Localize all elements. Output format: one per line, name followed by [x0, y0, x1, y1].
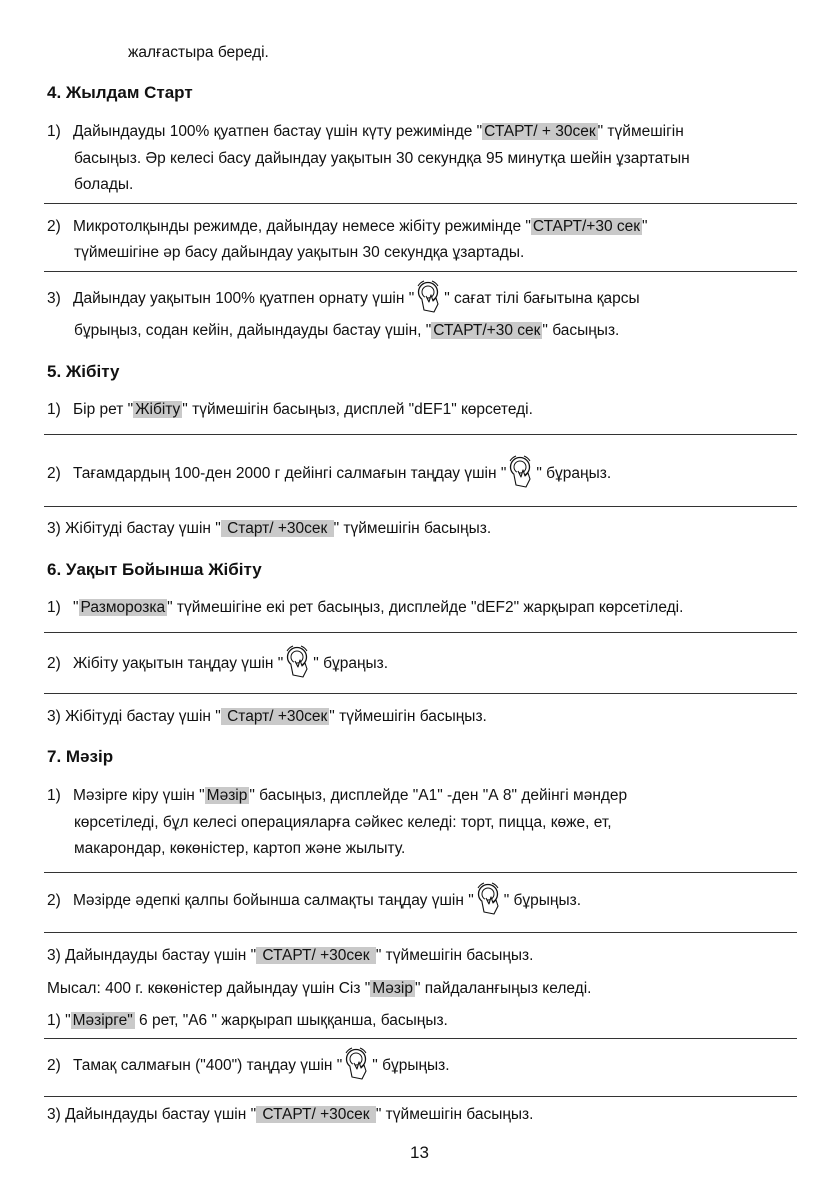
s7-example-step1: 1) " Мәзірге" 6 рет, "А6 " жарқырап шыққанша, басыңыз. [47, 1012, 448, 1029]
section-6-heading: 6. Уақыт Бойынша Жібіту [47, 560, 262, 579]
s7-item2: 2) Мәзірде әдепкі қалпы бойынша салмақты таңдау үшін " " бұрыңыз. [47, 892, 581, 910]
menu-button-label: Мәзірге" [72, 1012, 133, 1029]
s7-example-step2: 2) Тамақ салмағын ("400") таңдау үшін " " бұрыңыз. [47, 1057, 450, 1075]
defrost-button-label: Разморозка [80, 599, 166, 616]
start-button-label: Старт/ +30сек [222, 520, 332, 537]
start-button-label: СТАРТ/ +30сек [258, 947, 374, 964]
start-button-label: СТАРТ/+30 сек [433, 322, 541, 339]
divider [44, 932, 797, 933]
divider [44, 693, 797, 694]
section-5-heading: 5. Жібіту [47, 362, 120, 381]
s7-item1-line2: көрсетіледі, бұл келесі операцияларға сәйкес келеді: торт, пицца, көже, ет, [74, 814, 612, 831]
rotary-knob-hand-icon [506, 455, 536, 489]
s5-item1: 1) Бір рет " Жібіту " түймешігін басыңыз, дисплей "dEF1" көрсетеді. [47, 401, 533, 418]
divider [44, 506, 797, 507]
defrost-button-label: Жібіту [135, 401, 181, 418]
divider [44, 271, 797, 272]
s6-item2: 2) Жібіту уақытын таңдау үшін " " бұраңыз. [47, 655, 388, 673]
s4-item2-line2: түймешігіне әр басу дайындау уақытын 30 секундқа ұзартады. [74, 244, 525, 261]
s5-item3: 3) Жібітуді бастау үшін " Старт/ +30сек " түймешігін басыңыз. [47, 520, 492, 537]
s4-item3-line2: бұрыңыз, содан кейін, дайындауды бастау үшін, " СТАРТ/+30 сек " басыңыз. [74, 322, 620, 339]
start-button-label: СТАРТ/+30 сек [532, 218, 641, 235]
divider [44, 434, 797, 435]
s4-item3-line1: 3) Дайындау уақытын 100% қуатпен орнату үшін " " сағат тілі бағытына қарсы [47, 290, 640, 308]
item-number: 1) [47, 123, 61, 140]
s4-item2-line1: 2) Микротолқынды режимде, дайындау немесе жібіту режимінде " СТАРТ/+30 сек " [47, 218, 648, 235]
divider [44, 1038, 797, 1039]
s6-item1: 1) " Разморозка " түймешігіне екі рет басыңыз, дисплейде "dEF2" жарқырап көрсетіледі. [47, 599, 684, 616]
s4-item1-line1: 1) Дайындауды 100% қуатпен бастау үшін күту режимінде " СТАРТ/ + 30сек " түймешігін [47, 123, 684, 140]
start-button-label: СТАРТ/ + 30сек [484, 123, 596, 140]
intro-continuation: жалғастыра береді. [128, 44, 269, 61]
rotary-knob-hand-icon [414, 280, 444, 314]
s6-item3: 3) Жібітуді бастау үшін " Старт/ +30сек " түймешігін басыңыз. [47, 708, 487, 725]
menu-button-label: Мәзір [372, 980, 413, 997]
s7-item3: 3) Дайындауды бастау үшін " СТАРТ/ +30сек " түймешігін басыңыз. [47, 947, 534, 964]
divider [44, 632, 797, 633]
rotary-knob-hand-icon [474, 882, 504, 916]
s7-example-step3: 3) Дайындауды бастау үшін " СТАРТ/ +30сек " түймешігін басыңыз. [47, 1106, 534, 1123]
page-number: 13 [410, 1143, 429, 1162]
rotary-knob-hand-icon [342, 1047, 372, 1081]
s7-item1-line3: макарондар, көкөністер, картоп және жылыту. [74, 840, 406, 857]
s7-item1-line1: 1) Мәзірге кіру үшін " Мәзір " басыңыз, дисплейде "А1" -ден "А 8" дейінгі мәндер [47, 787, 628, 804]
s5-item2: 2) Тағамдардың 100-ден 2000 г дейінгі салмағын таңдау үшін " " бұраңыз. [47, 465, 611, 483]
start-button-label: СТАРТ/ +30сек [258, 1106, 374, 1123]
section-7-heading: 7. Мәзір [47, 747, 114, 766]
divider [44, 872, 797, 873]
start-button-label: Старт/ +30сек [222, 708, 328, 725]
divider [44, 1096, 797, 1097]
s4-item1-line3: болады. [74, 176, 134, 193]
rotary-knob-hand-icon [283, 645, 313, 679]
s4-item1-line2: басыңыз. Әр келесі басу дайындау уақытын 30 секундқа 95 минутқа шейін ұзартатын [74, 150, 690, 167]
s7-example: Мысал: 400 г. көкөністер дайындау үшін Сіз " Мәзір " пайдаланғыңыз келеді. [47, 980, 592, 997]
section-4-heading: 4. Жылдам Старт [47, 83, 193, 102]
menu-button-label: Мәзір [206, 787, 248, 804]
divider [44, 203, 797, 204]
